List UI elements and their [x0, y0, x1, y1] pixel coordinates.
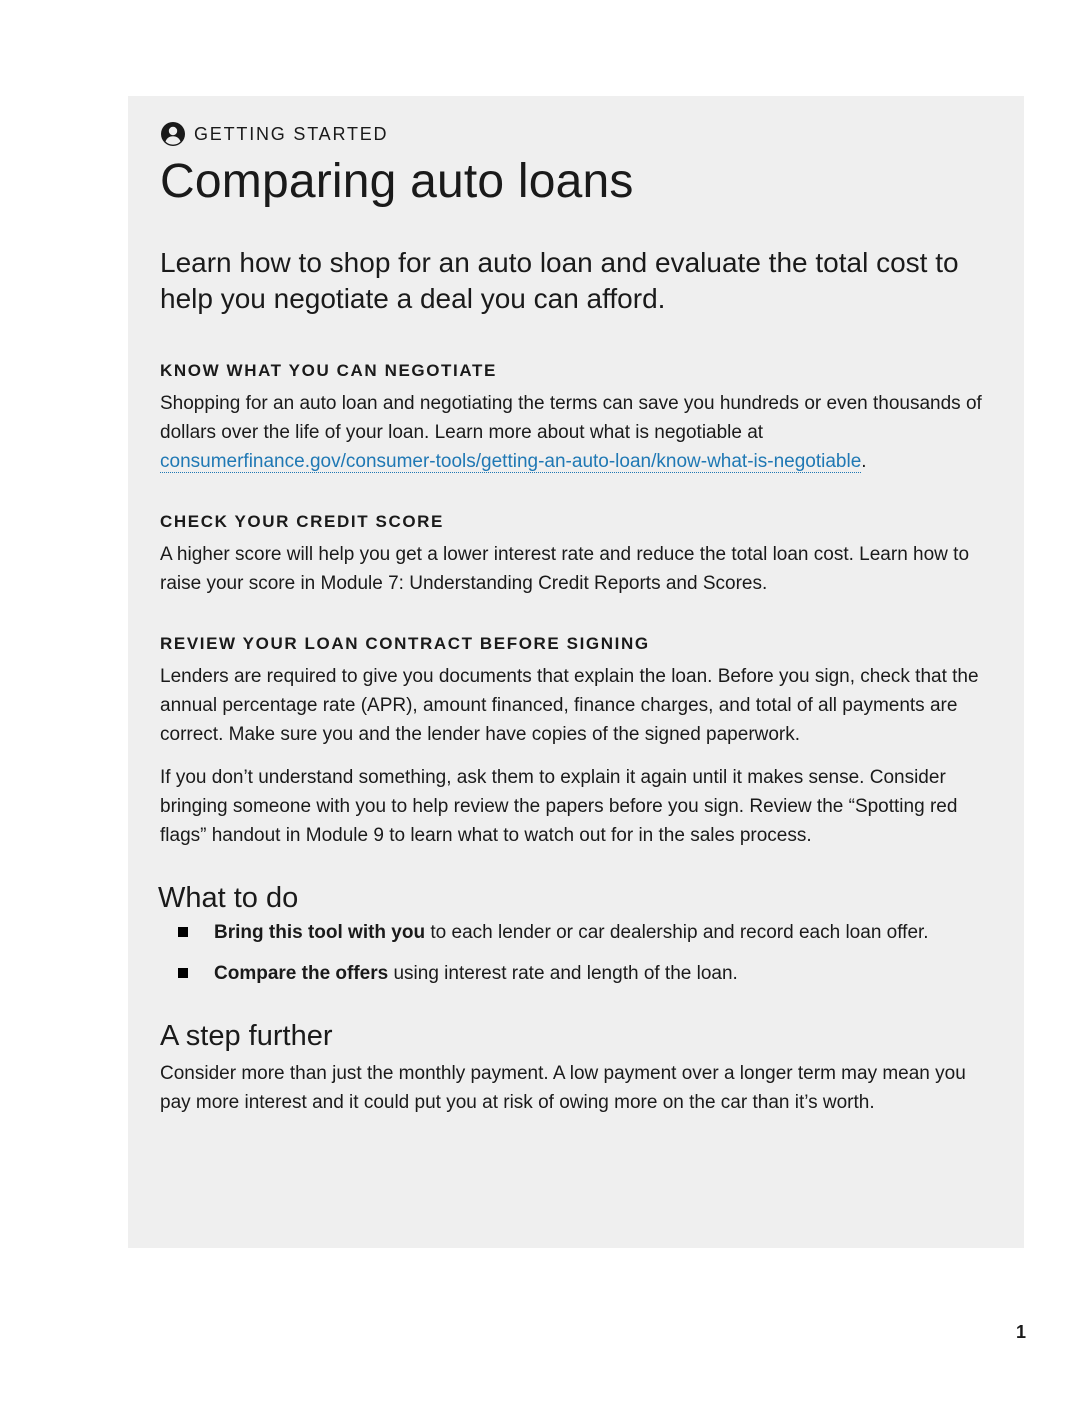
credit-paragraph: A higher score will help you get a lower interest rate and reduce the total loan cost. Learn how to raise your score in Module 7: Understanding Credit Reports and Scores.	[160, 543, 970, 594]
what-to-do-heading: What to do	[158, 881, 299, 914]
negotiate-after-link: .	[861, 450, 867, 472]
contract-paragraph-2: If you don’t understand something, ask them to explain it again until it makes sense. Consider bringing someone with you to help review the papers before you sign. Review the “Spotting red flags” handout in Module 9 to learn what to watch out for in the sales process.	[160, 766, 958, 846]
lead-paragraph: Learn how to shop for an auto loan and evaluate the total cost to help you negotiate a deal you can afford.	[160, 246, 959, 314]
contract-paragraph-1: Lenders are required to give you documents that explain the loan. Before you sign, check that the annual percentage rate (APR), amount financed, finance charges, and total of all payments are correct. Make sure you and the lender have copies of the signed paperwork.	[160, 665, 979, 745]
eyebrow-label: GETTING STARTED	[194, 123, 389, 144]
person-circle-icon	[160, 121, 186, 147]
content-panel	[128, 96, 1024, 1248]
page-number: 1	[1015, 1322, 1026, 1342]
step-further-paragraph: Consider more than just the monthly payment. A low payment over a longer term may mean you pay more interest and it could put you at risk of owing more on the car than it’s worth.	[160, 1062, 966, 1113]
what-to-do-list	[160, 919, 994, 988]
bullet-square-icon	[178, 968, 188, 978]
credit-heading: CHECK YOUR CREDIT SCORE	[160, 511, 444, 531]
bullet-square-icon	[178, 927, 188, 937]
list-item-text: using interest rate and length of the loan.	[388, 962, 738, 984]
list-item-bold: Compare the offers	[214, 962, 389, 984]
list-item-bold: Bring this tool with you	[214, 921, 426, 943]
negotiate-heading: KNOW WHAT YOU CAN NEGOTIATE	[160, 360, 497, 380]
list-item	[160, 960, 994, 988]
list-item	[160, 919, 994, 947]
step-further-heading: A step further	[160, 1019, 333, 1052]
negotiate-paragraph	[160, 389, 994, 476]
section-eyebrow	[160, 120, 994, 148]
contract-heading: REVIEW YOUR LOAN CONTRACT BEFORE SIGNING	[160, 633, 650, 653]
list-item-text: to each lender or car dealership and record each loan offer.	[425, 921, 929, 943]
negotiable-link[interactable]: consumerfinance.gov/consumer-tools/getting-an-auto-loan/know-what-is-negotiable	[160, 450, 862, 472]
negotiate-text: Shopping for an auto loan and negotiating the terms can save you hundreds or even thousands of dollars over the life of your loan. Learn more about what is negotiable at	[160, 392, 982, 443]
page-title: Comparing auto loans	[160, 155, 634, 208]
